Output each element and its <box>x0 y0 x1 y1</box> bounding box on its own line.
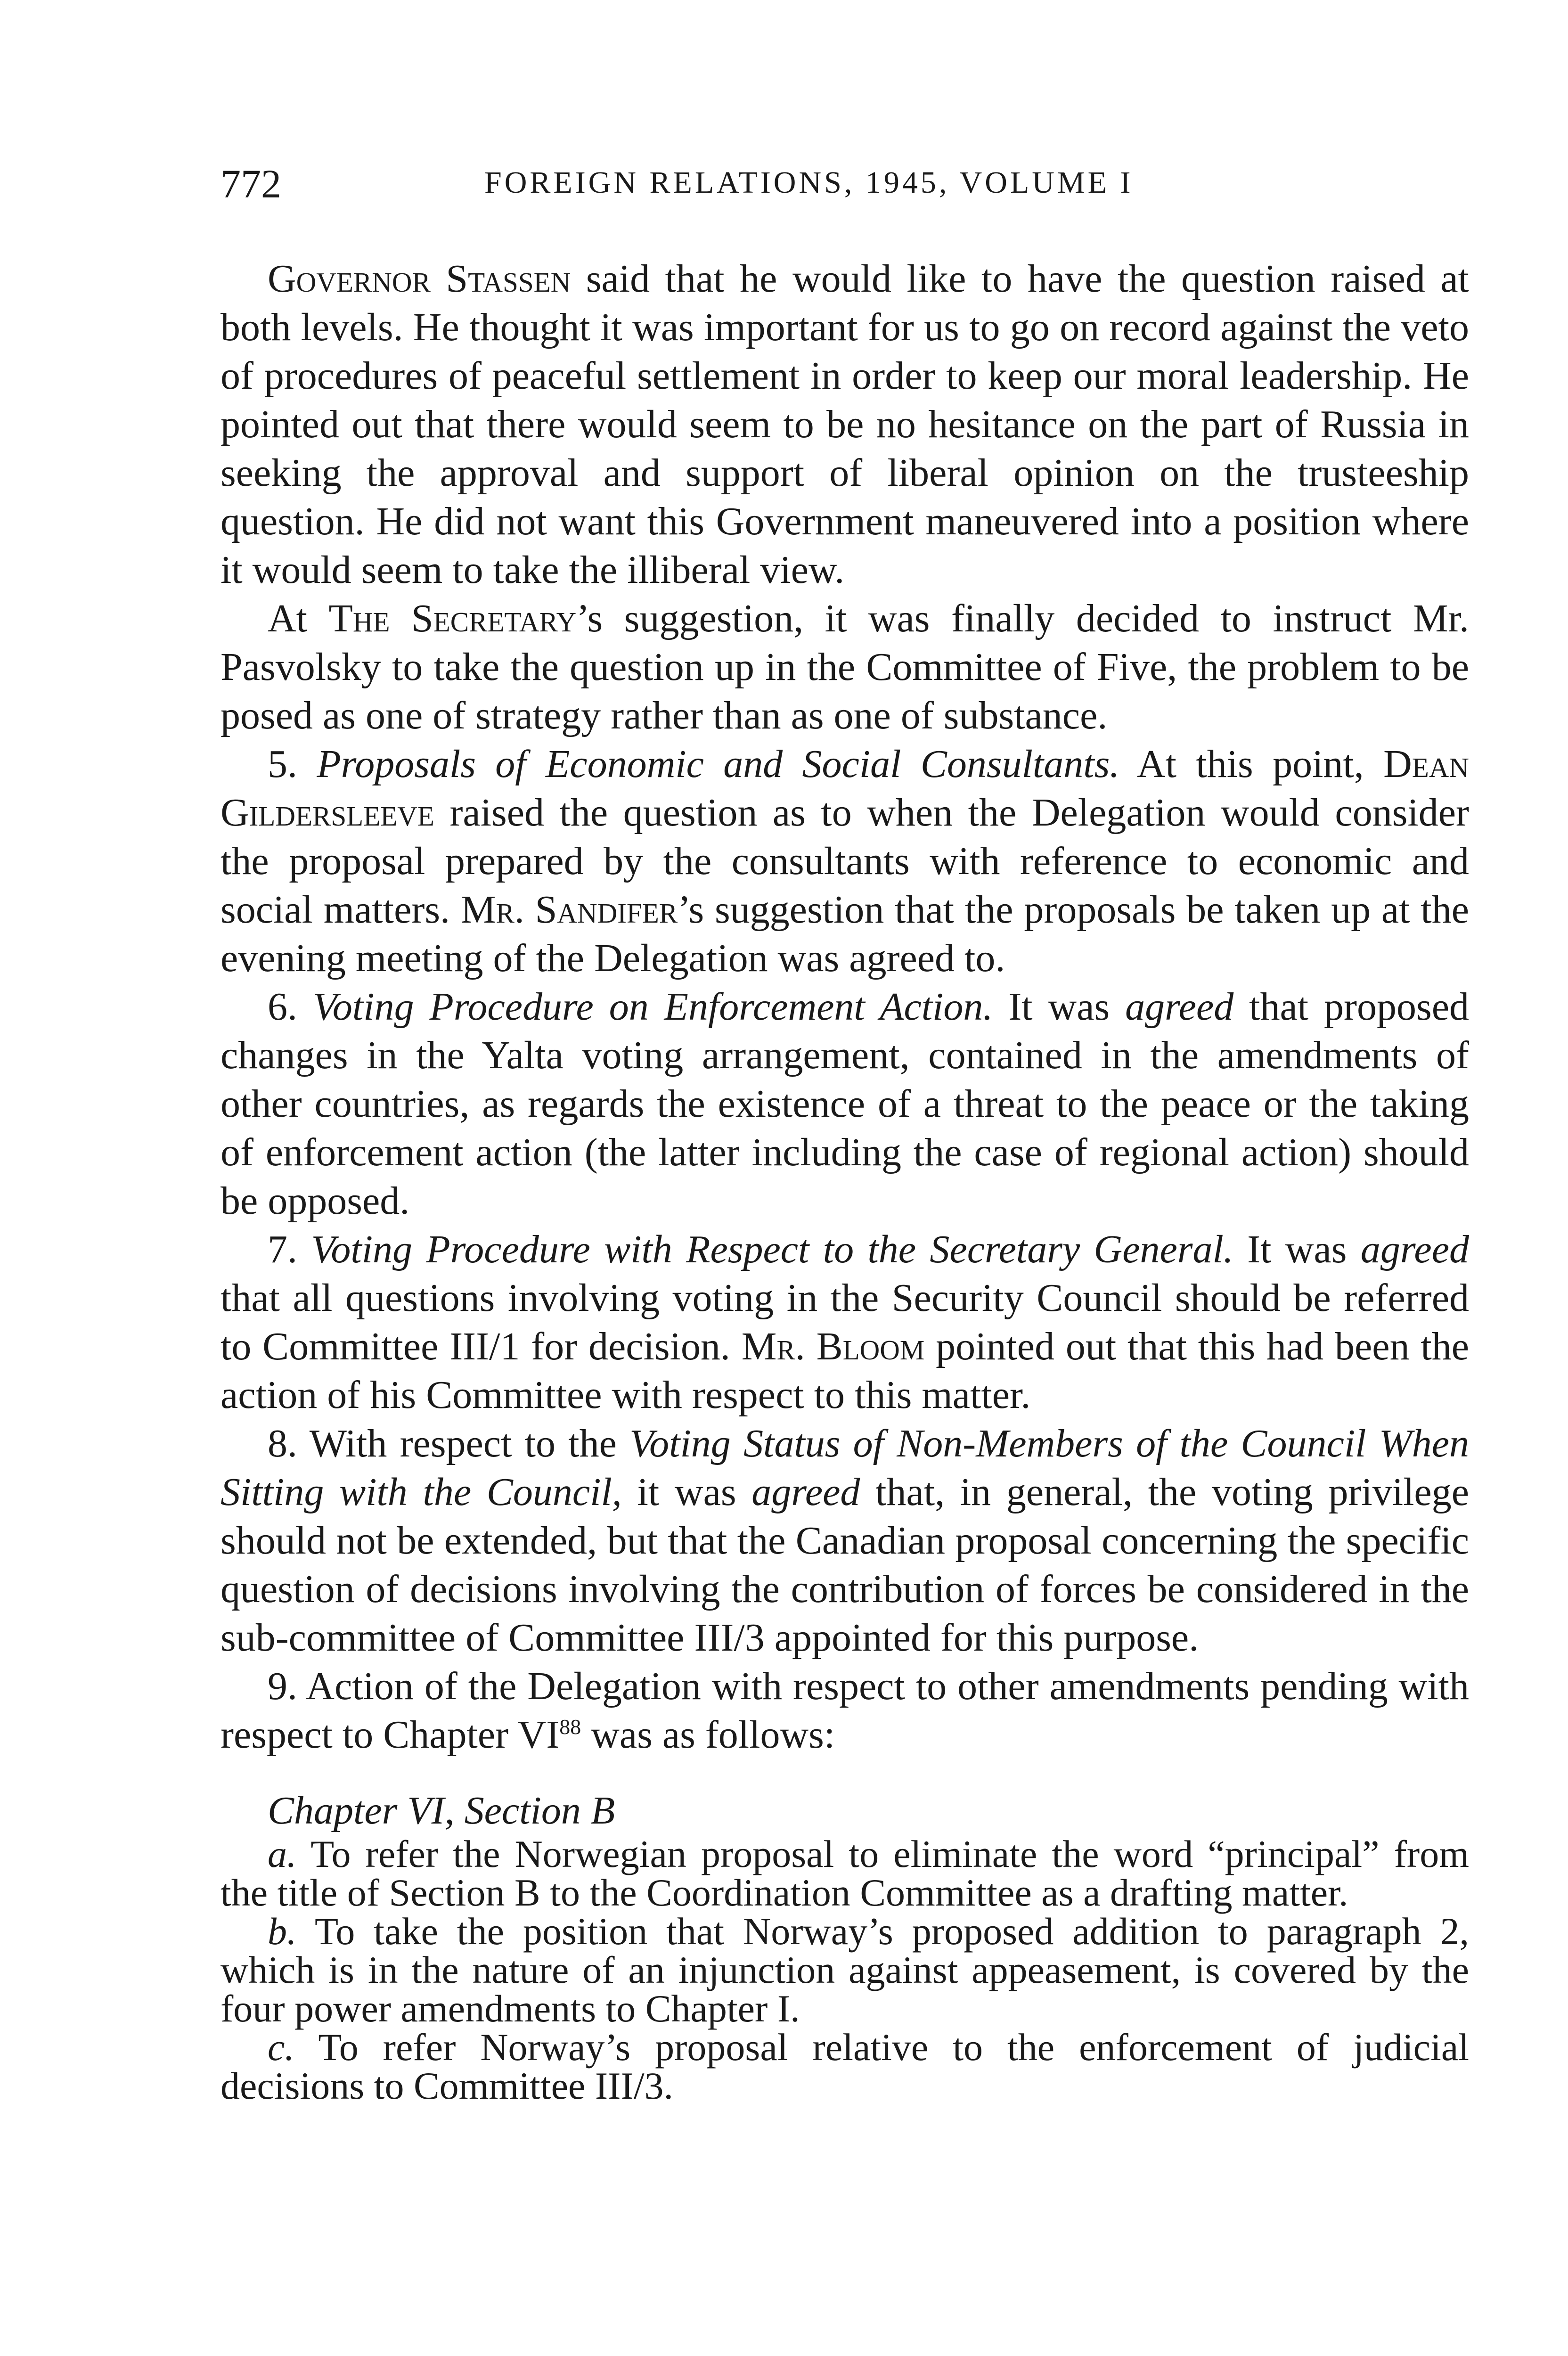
speaker-name: The Secretary <box>328 597 577 640</box>
running-title: FOREIGN RELATIONS, 1945, VOLUME I <box>484 165 1134 200</box>
paragraph-text: At <box>268 597 329 640</box>
item-heading: Voting Procedure with Respect to the Secretary General. <box>311 1227 1233 1271</box>
paragraph-text: that proposed changes in the Yalta voting arrangement, contained in the amendments of other countries, as regards the existence of a threat to the peace or the taking of enforcement action (the latter including the case of regional action) should be opposed. <box>220 985 1469 1223</box>
item-number: 7. <box>268 1227 311 1271</box>
list-item <box>220 1832 1469 1914</box>
paragraph-text: pointed out that this had been the action of his Committee with respect to this matter. <box>220 1325 1469 1417</box>
list-item-text: To refer the Norwegian proposal to eliminate the word “principal” from the title of Section B to the Coordination Committee as a drafting matter. <box>220 1832 1469 1914</box>
page-header <box>220 160 1493 212</box>
paragraph-text: raised the question as to when the Delegation would consider the proposal prepared by the consultants with reference to economic and social matters. <box>220 791 1469 932</box>
chapter-section-heading: Chapter VI, Section B <box>268 1789 615 1832</box>
page-number: 772 <box>220 161 281 206</box>
speaker-name: Governor Stassen <box>268 257 571 301</box>
paragraph-secretary <box>220 594 1469 740</box>
paragraph-text: it was <box>621 1470 752 1514</box>
paragraph-item-8 <box>220 1419 1469 1662</box>
paragraph-text: was as follows: <box>581 1713 835 1757</box>
paragraph-text: 9. Action of the Delegation with respect to other amendments pending with respect to Chapter VI <box>220 1664 1469 1757</box>
item-heading: Proposals of Economic and Social Consultants. <box>317 742 1120 786</box>
item-number: 6. <box>268 985 313 1029</box>
paragraph-item-5 <box>220 740 1469 982</box>
item-letter: b. <box>268 1910 297 1953</box>
paragraph-item-6 <box>220 982 1469 1225</box>
paragraph-item-7 <box>220 1225 1469 1419</box>
item-letter: c. <box>268 2026 294 2069</box>
paragraph-text: It was <box>993 985 1126 1029</box>
speaker-name: Dean Gildersleeve <box>220 742 1470 834</box>
item-heading: Voting Procedure on Enforcement Action. <box>312 985 993 1029</box>
list-item <box>220 1912 1469 2028</box>
footnote-reference[interactable]: 88 <box>559 1715 581 1739</box>
speaker-name: Mr. Sandifer <box>460 888 678 932</box>
body-text <box>220 254 1469 2105</box>
speaker-name: Mr. Bloom <box>741 1325 925 1368</box>
list-item-text: To take the position that Norway’s proposed addition to paragraph 2, which is in the nature of an injunction against appeasement, is covered by the four power amendments to Chapter I. <box>220 1910 1469 2030</box>
paragraph-text: ’s suggestion, it was finally decided to instruct Mr. Pasvolsky to take the question up in the Committee of Five, the problem to be posed as one of strategy rather than as one of substance. <box>220 597 1469 737</box>
list-item <box>220 2028 1469 2105</box>
paragraph-text: It was <box>1233 1227 1361 1271</box>
paragraph-stassen <box>220 254 1469 594</box>
paragraph-text: At this point, <box>1119 742 1384 786</box>
agreed-emphasis: agreed <box>751 1470 860 1514</box>
list-item-text: To refer Norway’s proposal relative to the enforcement of judicial decisions to Committee III/3. <box>220 2026 1469 2107</box>
paragraph-text: ’s suggestion that the proposals be taken up at the evening meeting of the Delegation was agreed to. <box>220 888 1469 980</box>
paragraph-text: said that he would like to have the question raised at both levels. He thought it was important for us to go on record against the veto of procedures of peaceful settlement in order to keep our moral leadership. He pointed out that there would seem to be no hesitance on the part of Russia in seeking the approval and support of liberal opinion on the trusteeship question. He did not want this Government maneuvered into a position where it would seem to take the illiberal view. <box>220 257 1469 592</box>
paragraph-text: 8. With respect to the <box>268 1422 630 1465</box>
paragraph-text: that all questions involving voting in the Security Council should be referred to Committee III/1 for decision. <box>220 1276 1469 1368</box>
item-letter: a. <box>268 1832 297 1875</box>
paragraph-item-9 <box>220 1662 1469 1759</box>
item-heading: Voting Status of Non-Members of the Council When Sitting with the Council, <box>220 1422 1469 1514</box>
paragraph-text: that, in general, the voting privilege should not be extended, but that the Canadian proposal concerning the specific question of decisions involving the contribution of forces be considered in the sub-committee of Committee III/3 appointed for this purpose. <box>220 1470 1469 1660</box>
agreed-emphasis: agreed <box>1360 1227 1469 1271</box>
item-number: 5. <box>268 742 317 786</box>
agreed-emphasis: agreed <box>1125 985 1234 1029</box>
